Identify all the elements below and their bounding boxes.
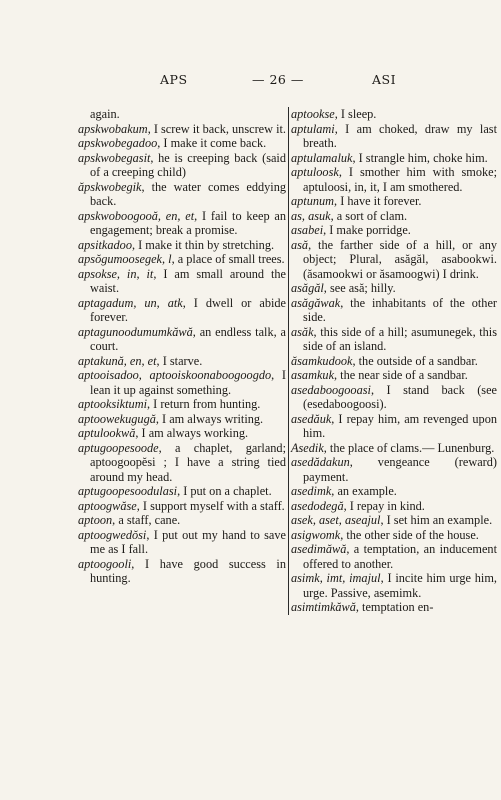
page-header — [0, 72, 501, 92]
entry-headword: aptugoopesoode — [78, 440, 159, 455]
entry-headword: aptulami — [291, 121, 335, 136]
entry-definition: , I am choked, draw my last breath. — [303, 121, 497, 150]
dictionary-entry — [78, 238, 286, 253]
entry-definition: , I set him an example. — [380, 513, 493, 527]
dictionary-entry — [291, 238, 497, 282]
entry-definition: , a place of small trees. — [171, 252, 285, 266]
dictionary-entry — [78, 267, 286, 296]
entry-definition: , I screw it back, unscrew it. — [147, 121, 286, 136]
entry-definition: , I am always working. — [135, 426, 249, 440]
entry-headword: asăgăwak — [291, 295, 341, 310]
entry-definition: , I am small around the waist. — [90, 266, 286, 295]
entry-definition: , I incite him urge him, urge. Passive, asemimk. — [303, 571, 497, 600]
dictionary-entry — [78, 209, 286, 238]
entry-headword: asimk, imt, imajul — [291, 571, 381, 585]
dictionary-entry — [291, 368, 497, 383]
dictionary-entry — [291, 571, 497, 600]
entry-headword: aptoogwedŏsi — [78, 527, 147, 542]
dictionary-entry — [291, 412, 497, 441]
dictionary-entry — [78, 252, 286, 267]
entry-definition: , I dwell or abide forever. — [90, 295, 286, 324]
entry-headword: apsitkadoo — [78, 237, 132, 252]
entry-definition: , an example. — [331, 484, 397, 498]
entry-definition: , this side of a hill; asumunegek, this side of an island. — [303, 324, 497, 353]
dictionary-entry — [78, 180, 286, 209]
entry-definition: , temptation en- — [355, 600, 434, 614]
entry-headword: aptoogooli — [78, 556, 132, 571]
entry-headword: as, asuk — [291, 208, 331, 223]
dictionary-entry — [78, 354, 286, 369]
dictionary-entry — [291, 209, 497, 224]
dictionary-entry — [78, 499, 286, 514]
dictionary-entry — [291, 542, 497, 571]
dictionary-entry — [291, 513, 497, 528]
entry-definition: , I sleep. — [334, 107, 377, 121]
dictionary-entry — [78, 513, 286, 528]
entry-headword: apsŏgumoosegek, l — [78, 252, 172, 266]
dictionary-entry — [78, 412, 286, 427]
dictionary-entry — [291, 165, 497, 194]
entry-headword: aptoon — [78, 513, 113, 527]
entry-definition: , vengeance (reward) payment. — [303, 455, 497, 484]
entry-headword: asedaboogooasi — [291, 382, 371, 397]
dictionary-entry — [78, 151, 286, 180]
entry-definition: , I have it forever. — [334, 194, 422, 208]
dictionary-entry — [78, 296, 286, 325]
dictionary-entry — [78, 441, 286, 485]
dictionary-entry — [291, 441, 497, 456]
dictionary-entry — [291, 499, 497, 514]
entry-headword: aptulookwă — [78, 426, 136, 440]
entry-definition: , a chaplet, garland; aptoogoopĕsi ; I have a string tied around my head. — [90, 440, 286, 484]
entry-headword: asamkuk — [291, 368, 335, 382]
entry-headword: aptooisadoo, aptooiskoonaboogoogdo — [78, 368, 272, 382]
dictionary-entry — [291, 455, 497, 484]
entry-headword: asăk — [291, 324, 314, 339]
entry-definition: , I make it come back. — [157, 136, 267, 150]
entry-definition: , I make porridge. — [323, 223, 411, 237]
entry-definition: , I put on a chaplet. — [177, 484, 272, 498]
dictionary-entry — [291, 383, 497, 412]
entry-headword: aptooksiktumi — [78, 397, 147, 411]
dictionary-entry — [78, 397, 286, 412]
entry-headword: ăpskwobegik — [78, 179, 142, 194]
left-column — [78, 107, 286, 586]
entry-definition: , a sort of clam. — [330, 208, 408, 223]
page-number: — 26 — — [252, 72, 304, 87]
entry-headword: aptulamaluk — [291, 150, 353, 165]
entry-definition: , I stand back (see (esedaboogoosi). — [303, 382, 497, 411]
entry-headword: aptookse — [291, 107, 335, 121]
entry-definition: , I make it thin by stretching. — [131, 237, 275, 252]
entry-headword: ăsamkudook — [291, 353, 353, 368]
dictionary-entry — [78, 136, 286, 151]
dictionary-entry — [78, 368, 286, 397]
dictionary-entry — [291, 281, 497, 296]
entry-definition: , he is creeping back (said of a creeping child) — [90, 150, 286, 179]
entry-definition: , I repay in kind. — [343, 498, 425, 513]
entry-definition: , the outside of a sandbar. — [352, 353, 478, 368]
entry-headword: asedodegă — [291, 498, 344, 513]
entry-headword: asek, aset, aseajul — [291, 513, 381, 527]
dictionary-entry — [78, 107, 286, 122]
entry-headword: asigwomk — [291, 527, 341, 542]
entry-headword: asedimk — [291, 484, 332, 498]
entry-headword: apskwoboogooă, en, et — [78, 208, 195, 223]
entry-headword: apskwobegasit — [78, 150, 151, 165]
entry-headword: apskwobakum — [78, 121, 148, 136]
entry-definition: , the near side of a sandbar. — [334, 368, 468, 382]
entry-headword: asăgăl — [291, 281, 324, 295]
entry-headword: asabei — [291, 223, 324, 237]
entry-definition: , the farther side of a hill, or any object; Plural, asăgăl, asabookwi. (ăsamookwi or ăsamoogwi) I drink. — [303, 237, 497, 281]
entry-headword: aptunum — [291, 194, 335, 208]
entry-headword: Asedik — [291, 440, 324, 455]
entry-definition: again. — [90, 107, 120, 121]
entry-headword: apsokse, in, it — [78, 266, 154, 281]
entry-definition: , I support myself with a staff. — [136, 498, 285, 513]
entry-definition: , see asă; hilly. — [323, 281, 396, 295]
entry-definition: , I have good success in hunting. — [90, 556, 286, 585]
entry-definition: , I lean it up against something. — [90, 368, 286, 397]
entry-definition: , I strangle him, choke him. — [352, 150, 488, 165]
dictionary-entry — [78, 325, 286, 354]
dictionary-entry — [291, 296, 497, 325]
entry-headword: apskwobegadoo — [78, 136, 158, 150]
entry-headword: aptagadum, un, atk — [78, 295, 183, 310]
dictionary-entry — [291, 122, 497, 151]
entry-headword: aptagunoodumumkăwă — [78, 324, 193, 339]
header-right-guide-word: ASI — [372, 72, 397, 87]
entry-definition: , I fail to keep an engagement; break a promise. — [90, 208, 286, 237]
entry-definition: , a staff, cane. — [112, 513, 181, 527]
entry-definition: , the other side of the house. — [340, 527, 479, 542]
dictionary-entry — [291, 325, 497, 354]
dictionary-entry — [78, 557, 286, 586]
dictionary-entry — [78, 484, 286, 499]
dictionary-entry — [78, 122, 286, 137]
dictionary-entry — [291, 107, 497, 122]
entry-headword: aptoowekugugă — [78, 411, 156, 426]
entry-headword: asedădakun — [291, 455, 350, 469]
entry-definition: , a temptation, an inducement offered to another. — [303, 542, 497, 571]
dictionary-entry — [291, 528, 497, 543]
dictionary-entry — [291, 600, 497, 615]
entry-headword: aptuloosk — [291, 165, 339, 179]
entry-definition: , I repay him, am revenged upon him. — [303, 411, 497, 440]
entry-headword: asedăuk — [291, 411, 332, 426]
entry-headword: aptugoopesoodulasi — [78, 484, 178, 498]
entry-headword: aptoogwăse — [78, 498, 137, 513]
entry-headword: asimtimkăwă — [291, 600, 356, 614]
dictionary-entry — [291, 151, 497, 166]
entry-definition: , I am always writing. — [155, 411, 264, 426]
right-column — [288, 107, 497, 615]
header-left-guide-word: APS — [160, 72, 188, 87]
dictionary-entry — [78, 528, 286, 557]
entry-headword: asedimăwă — [291, 542, 347, 556]
entry-headword: aptakună, en, et — [78, 353, 157, 368]
dictionary-entry — [291, 354, 497, 369]
entry-definition: , I return from hunting. — [147, 397, 261, 411]
entry-headword: asă — [291, 237, 309, 252]
entry-definition: , I smother him with smoke; aptuloosi, in, it, I am smothered. — [303, 165, 497, 194]
entry-definition: , an endless talk, a court. — [90, 324, 286, 353]
entry-definition: , the water comes eddying back. — [90, 179, 286, 208]
dictionary-entry — [78, 426, 286, 441]
entry-definition: , I put out my hand to save me as I fall. — [90, 527, 286, 556]
dictionary-entry — [291, 194, 497, 209]
entry-definition: , the inhabitants of the other side. — [303, 295, 497, 324]
dictionary-entry — [291, 484, 497, 499]
dictionary-entry — [291, 223, 497, 238]
entry-definition: , the place of clams.— Lunenburg. — [323, 440, 495, 455]
entry-definition: , I starve. — [156, 353, 203, 368]
